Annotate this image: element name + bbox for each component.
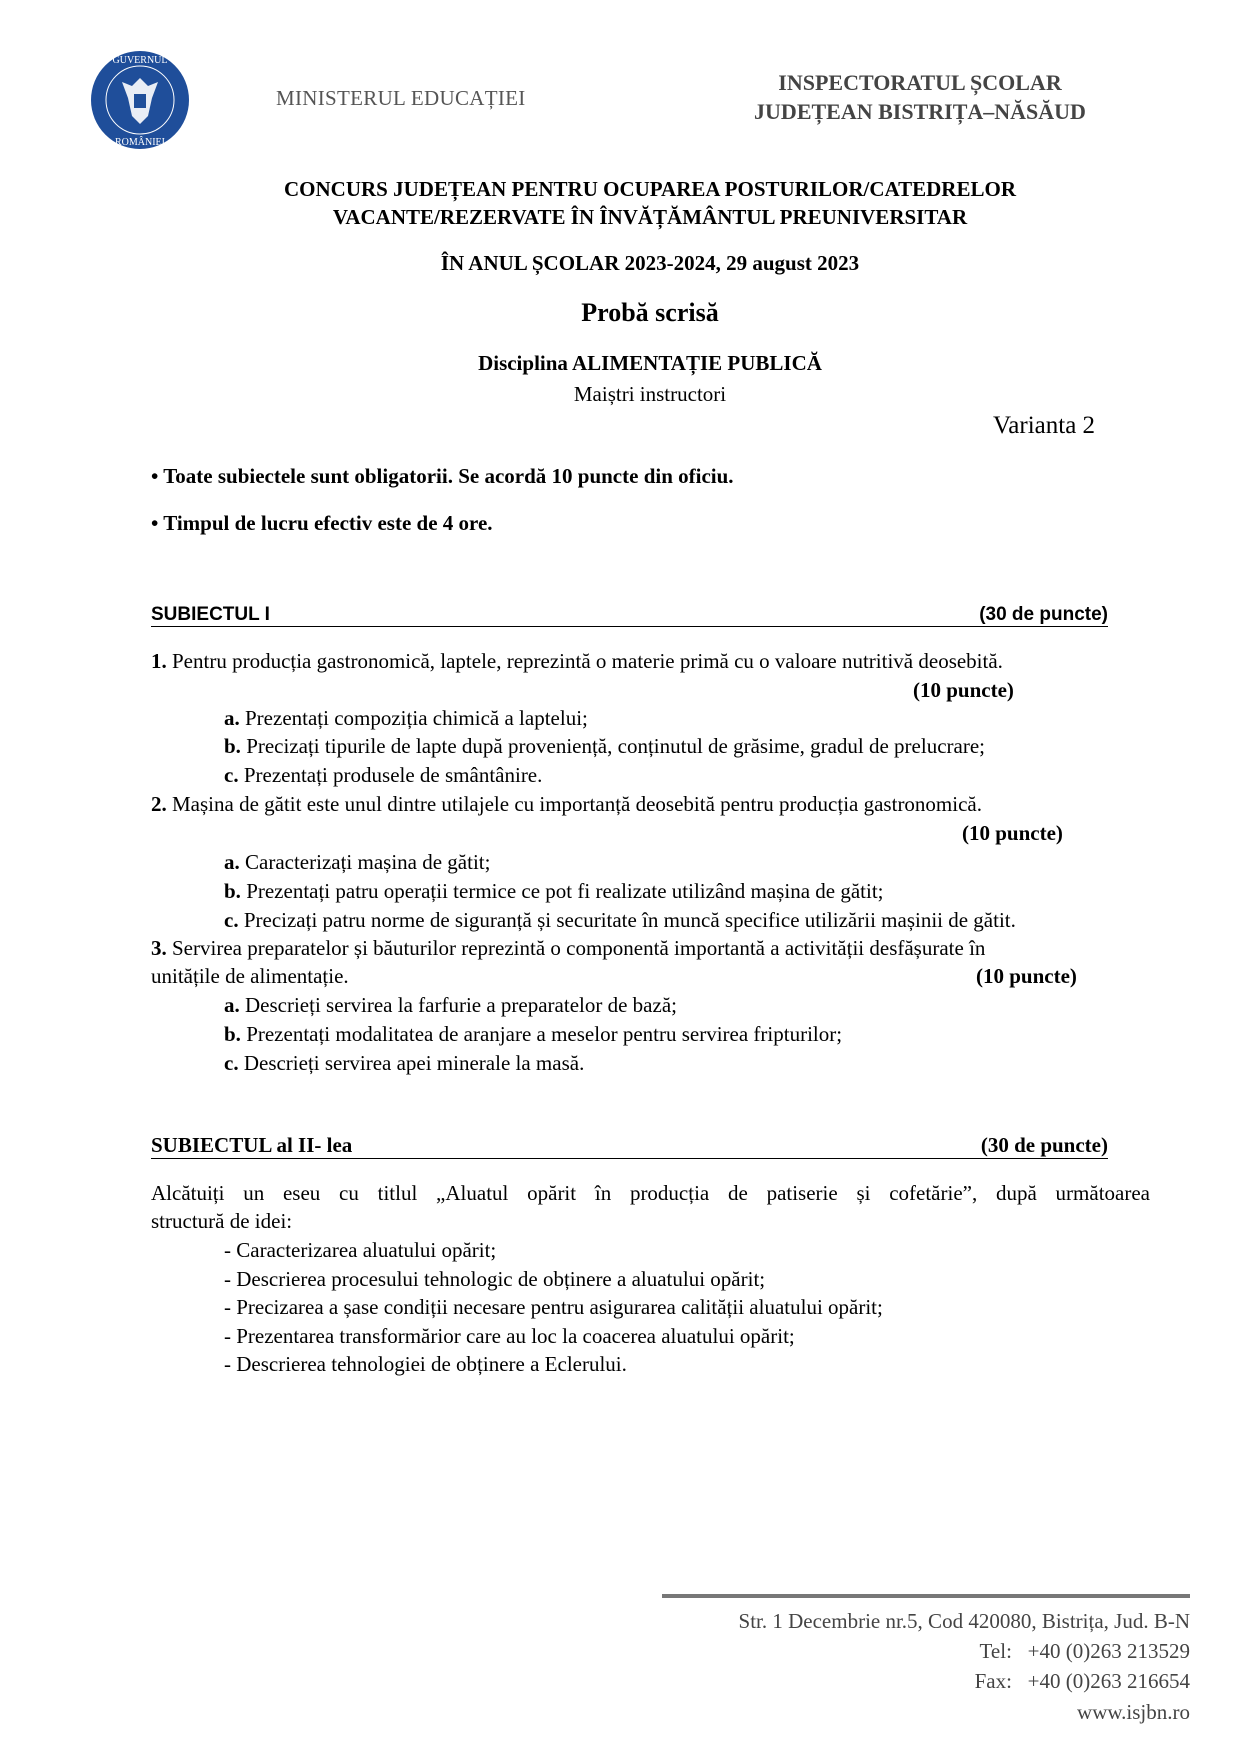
list-item <box>224 1051 584 1075</box>
essay-point: - Descrierea procesului tehnologic de obținere a aluatului opărit; <box>224 1267 766 1291</box>
essay-intro: Alcătuiți un eseu cu titlul „Aluatul opărit în producția de patiserie și cofetărie”, după următoarea <box>151 1181 1150 1205</box>
item-text: Prezentați modalitatea de aranjare a meselor pentru servirea fripturilor; <box>240 1022 843 1046</box>
question-3 <box>151 936 985 960</box>
essay-point: - Precizarea a șase condiții necesare pentru asigurarea calității aluatului opărit; <box>224 1295 883 1319</box>
item-text: Descrieți servirea la farfurie a preparatelor de bază; <box>239 993 677 1017</box>
q-number: 2. <box>151 792 167 816</box>
item-text: Prezentați compoziția chimică a laptelui; <box>239 706 588 730</box>
q-text: Mașina de gătit este unul dintre utilajele cu importanță deosebită pentru producția gastronomică. <box>166 792 982 816</box>
question-1 <box>151 649 1003 673</box>
ministry-name: MINISTERUL EDUCAȚIEI <box>276 86 526 110</box>
item-text: Prezentați patru operații termice ce pot fi realizate utilizând mașina de gătit; <box>240 879 884 903</box>
footer-fax <box>975 1669 1190 1694</box>
item-text: Precizați tipurile de lapte după proveniență, conținutul de grăsime, gradul de prelucrare; <box>240 734 985 758</box>
item-letter: b. <box>224 879 241 903</box>
title-line2: VACANTE/REZERVATE ÎN ÎNVĂȚĂMÂNTUL PREUNIVERSITAR <box>332 205 968 229</box>
list-item <box>224 850 490 874</box>
essay-point: - Caracterizarea aluatului opărit; <box>224 1238 497 1262</box>
item-letter: a. <box>224 706 240 730</box>
item-letter: c. <box>224 1051 239 1075</box>
discipline: Disciplina ALIMENTAȚIE PUBLICĂ <box>478 351 822 375</box>
q-number: 3. <box>151 936 167 960</box>
title-line1: CONCURS JUDEȚEAN PENTRU OCUPAREA POSTURILOR/CATEDRELOR <box>284 177 1016 201</box>
item-letter: c. <box>224 763 239 787</box>
q3-points: (10 puncte) <box>976 964 1077 988</box>
subject1-points: (30 de puncte) <box>979 604 1108 625</box>
item-letter: c. <box>224 908 239 932</box>
tel-label: Tel: <box>979 1639 1012 1663</box>
essay-intro-cont: structură de idei: <box>151 1209 293 1233</box>
footer-address: Str. 1 Decembrie nr.5, Cod 420080, Bistrița, Jud. B-N <box>738 1609 1190 1633</box>
subject1-title: SUBIECTUL I <box>151 604 270 625</box>
essay-point: - Descrierea tehnologiei de obținere a Eclerului. <box>224 1352 627 1376</box>
list-item <box>224 706 588 730</box>
svg-text:GUVERNUL: GUVERNUL <box>112 55 168 66</box>
instruction-2: • Timpul de lucru efectiv este de 4 ore. <box>151 511 493 535</box>
audience: Maiștri instructori <box>573 382 727 406</box>
title-year: ÎN ANUL ȘCOLAR 2023-2024, 29 august 2023 <box>440 251 860 275</box>
q-number: 1. <box>151 649 167 673</box>
subject1-header <box>151 602 1108 627</box>
item-letter: a. <box>224 850 240 874</box>
q1-points: (10 puncte) <box>913 678 1014 702</box>
inspectorate-line1: INSPECTORATUL ȘCOLAR <box>778 70 1062 95</box>
item-text: Precizați patru norme de siguranță și securitate în muncă specifice utilizării mașinii de gătit. <box>238 908 1016 932</box>
svg-text:ROMÂNIEI: ROMÂNIEI <box>115 137 165 148</box>
list-item <box>224 879 884 903</box>
question-2 <box>151 792 982 816</box>
fax-label: Fax: <box>974 1669 1012 1693</box>
subject2-title: SUBIECTUL al II- lea <box>151 1133 353 1157</box>
item-letter: b. <box>224 734 241 758</box>
q2-points: (10 puncte) <box>962 821 1063 845</box>
exam-type: Probă scrisă <box>581 298 719 327</box>
list-item <box>224 908 1016 932</box>
list-item <box>224 763 542 787</box>
subject2-points: (30 de puncte) <box>980 1133 1108 1157</box>
q-text: Pentru producția gastronomică, laptele, reprezintă o materie primă cu o valoare nutritivă deosebită. <box>166 649 1003 673</box>
essay-point: - Prezentarea transformărior care au loc la coacerea aluatului opărit; <box>224 1324 795 1348</box>
list-item <box>224 1022 842 1046</box>
item-text: Descrieți servirea apei minerale la masă. <box>238 1051 585 1075</box>
footer-divider <box>662 1594 1190 1598</box>
variant: Varianta 2 <box>993 412 1096 439</box>
item-text: Caracterizați mașina de gătit; <box>239 850 491 874</box>
q-text: Servirea preparatelor și băuturilor reprezintă o componentă importantă a activității desfășurate în <box>166 936 986 960</box>
fax-value: +40 (0)263 216654 <box>1027 1669 1190 1693</box>
item-text: Prezentați produsele de smântânire. <box>238 763 543 787</box>
item-letter: b. <box>224 1022 241 1046</box>
item-letter: a. <box>224 993 240 1017</box>
list-item <box>224 734 985 758</box>
list-item <box>224 993 677 1017</box>
subject2-header <box>151 1134 1108 1159</box>
instruction-1: • Toate subiectele sunt obligatorii. Se acordă 10 puncte din oficiu. <box>151 464 734 488</box>
tel-value: +40 (0)263 213529 <box>1027 1639 1190 1663</box>
footer-tel <box>980 1639 1190 1664</box>
inspectorate-line2: JUDEȚEAN BISTRIȚA–NĂSĂUD <box>754 99 1086 124</box>
footer-website[interactable]: www.isjbn.ro <box>1077 1700 1190 1724</box>
question-3-cont: unitățile de alimentație. <box>151 964 349 988</box>
government-seal-logo <box>90 50 190 150</box>
